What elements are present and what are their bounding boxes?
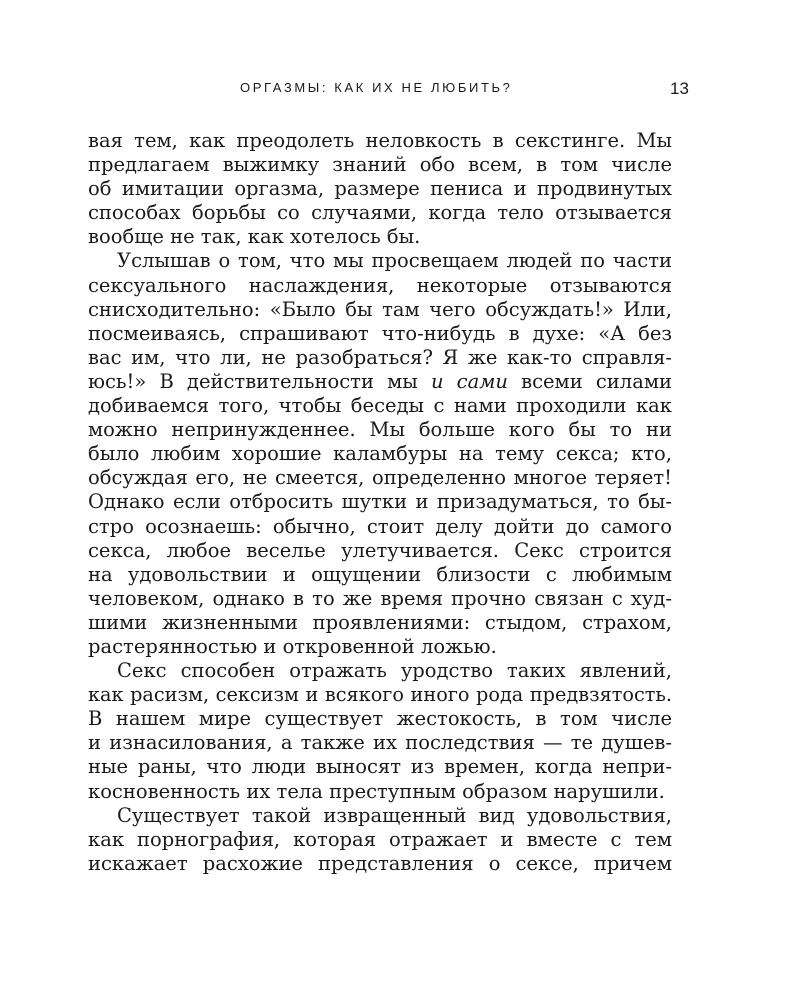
text-line: искажает расхожие представления о сексе, причем [88, 851, 672, 875]
text-line: ные раны, что люди выносят из времен, когда непри- [88, 755, 672, 779]
text-line: Существует такой извращенный вид удовольствия, [117, 803, 672, 827]
text-line: можно непринужденнее. Мы больше кого бы то ни [88, 418, 672, 442]
text-line: Однако если отбросить шутки и призадуматься, то бы- [88, 490, 672, 514]
text-line: вас им, что ли, не разобраться? Я же как-то справля- [88, 345, 672, 369]
text-line: посмеиваясь, спрашивают что-нибудь в духе: «А без [88, 321, 672, 345]
text-line: снисходительно: «Было бы там чего обсуждать!» Или, [88, 297, 672, 321]
text-line: было любим хорошие каламбуры на тему секса; кто, [88, 442, 672, 466]
text-line: косновенность их тела преступным образом нарушили. [88, 779, 665, 803]
text-line: как расизм, сексизм и всякого иного рода предвзятость. [88, 683, 672, 707]
text-line: стро осознаешь: обычно, стоит делу дойти до самого [88, 514, 672, 538]
body-text [88, 129, 672, 876]
text-segment: юсь!» В действительности мы [88, 369, 431, 393]
text-line: на удовольствии и ощущении близости с любимым [88, 562, 672, 586]
text-line: секса, любое веселье улетучивается. Секс строится [88, 538, 672, 562]
text-line-mixed [88, 370, 672, 394]
text-line: вообще не так, как хотелось бы. [88, 225, 421, 249]
text-line: и изнасилования, а также их последствия — те душев- [88, 731, 672, 755]
text-line: вая тем, как преодолеть неловкость в секстинге. Мы [88, 129, 672, 152]
text-line: шими жизненными проявлениями: стыдом, страхом, [88, 610, 672, 634]
text-line: растерянностью и откровенной ложью. [88, 634, 497, 658]
italic-emphasis: и сами [430, 369, 508, 393]
text-line: предлагаем выжимку знаний обо всем, в том числе [88, 153, 672, 177]
text-line: В нашем мире существует жестокость, в том числе [88, 707, 672, 731]
text-line: Услышав о том, что мы просвещаем людей по части [117, 249, 672, 273]
text-line: сексуального наслаждения, некоторые отзываются [88, 273, 672, 297]
text-line: Секс способен отражать уродство таких явлений, [117, 659, 672, 683]
running-head-title: ОРГАЗМЫ: КАК ИХ НЕ ЛЮБИТЬ? [240, 80, 513, 95]
text-line: добиваемся того, чтобы беседы с нами проходили как [88, 394, 672, 418]
text-line: как порнография, которая отражает и вместе с тем [88, 827, 672, 851]
text-segment: всеми силами [507, 369, 672, 393]
text-line: об имитации оргазма, размере пениса и продвинутых [88, 177, 672, 201]
text-line: способах борьбы со случаями, когда тело отзывается [88, 201, 672, 225]
page-number: 13 [670, 79, 689, 98]
text-line: человеком, однако в то же время прочно связан с худ- [88, 586, 672, 610]
text-line: обсуждая его, не смеется, определенно многое теряет! [88, 466, 672, 490]
